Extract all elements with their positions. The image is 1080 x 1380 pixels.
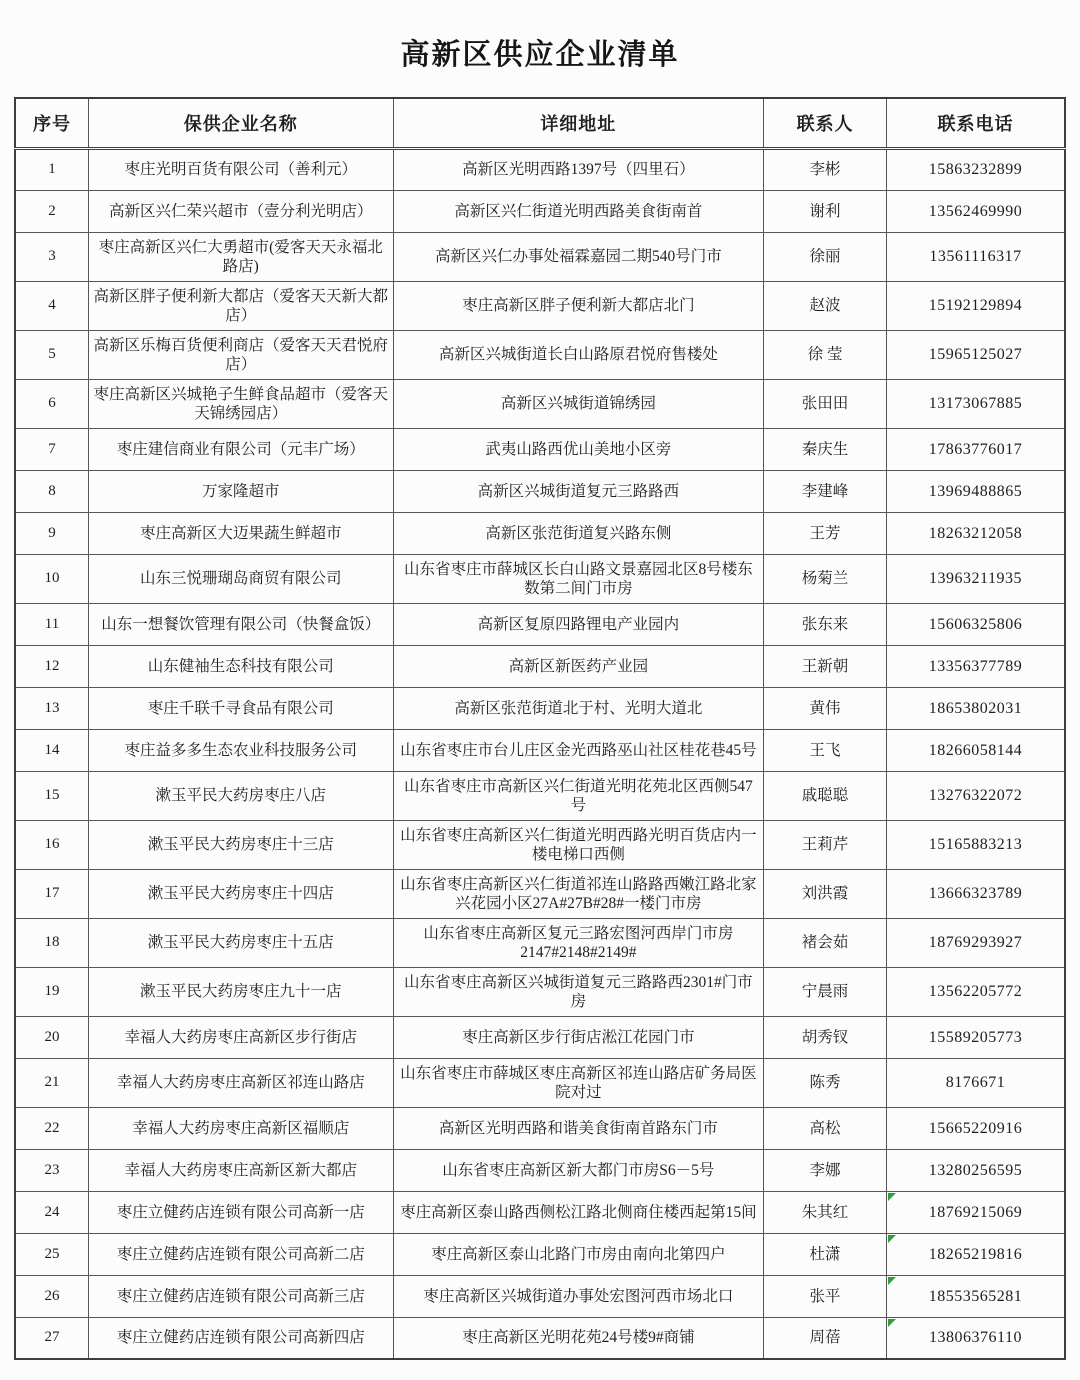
table-row — [15, 379, 1065, 428]
contact-cell: 周蓓 — [764, 1317, 887, 1359]
address-cell: 高新区张范街道北于村、光明大道北 — [393, 687, 764, 729]
phone-cell: 8176671 — [886, 1058, 1065, 1107]
table-header-row — [15, 98, 1065, 148]
address-cell: 高新区兴城街道复元三路路西 — [393, 470, 764, 512]
row-index-cell: 23 — [15, 1149, 89, 1191]
company-name-cell: 幸福人大药房枣庄高新区新大都店 — [89, 1149, 394, 1191]
address-cell: 高新区兴城街道锦绣园 — [393, 379, 764, 428]
phone-cell: 15965125027 — [886, 330, 1065, 379]
row-index-cell: 24 — [15, 1191, 89, 1233]
phone-cell: 13806376110 — [886, 1317, 1065, 1359]
company-name-cell: 枣庄立健药店连锁有限公司高新一店 — [89, 1191, 394, 1233]
row-index-cell: 21 — [15, 1058, 89, 1107]
phone-cell: 18266058144 — [886, 729, 1065, 771]
table-row — [15, 1107, 1065, 1149]
phone-cell: 18263212058 — [886, 512, 1065, 554]
text-format-flag-icon — [888, 1277, 896, 1285]
contact-cell: 杜潇 — [764, 1233, 887, 1275]
address-cell: 高新区光明西路和谐美食街南首路东门市 — [393, 1107, 764, 1149]
table-row — [15, 330, 1065, 379]
address-cell: 山东省枣庄市薛城区枣庄高新区祁连山路店矿务局医院对过 — [393, 1058, 764, 1107]
address-cell: 枣庄高新区胖子便利新大都店北门 — [393, 281, 764, 330]
contact-cell: 徐丽 — [764, 232, 887, 281]
company-name-cell: 高新区乐梅百货便利商店（爱客天天君悦府店） — [89, 330, 394, 379]
table-row — [15, 1317, 1065, 1359]
table-row — [15, 729, 1065, 771]
contact-cell: 褚会茹 — [764, 918, 887, 967]
table-row — [15, 428, 1065, 470]
address-cell: 山东省枣庄高新区新大都门市房S6－5号 — [393, 1149, 764, 1191]
column-header-phone: 联系电话 — [886, 98, 1065, 148]
address-cell: 山东省枣庄市台儿庄区金光西路巫山社区桂花巷45号 — [393, 729, 764, 771]
address-cell: 高新区新医药产业园 — [393, 645, 764, 687]
table-row — [15, 603, 1065, 645]
row-index-cell: 1 — [15, 148, 89, 190]
row-index-cell: 26 — [15, 1275, 89, 1317]
table-row — [15, 771, 1065, 820]
contact-cell: 陈秀 — [764, 1058, 887, 1107]
contact-cell: 宁晨雨 — [764, 967, 887, 1016]
company-name-cell: 幸福人大药房枣庄高新区步行街店 — [89, 1016, 394, 1058]
row-index-cell: 10 — [15, 554, 89, 603]
company-name-cell: 万家隆超市 — [89, 470, 394, 512]
table-row — [15, 232, 1065, 281]
contact-cell: 杨菊兰 — [764, 554, 887, 603]
address-cell: 高新区张范街道复兴路东侧 — [393, 512, 764, 554]
table-header — [15, 98, 1065, 148]
table-row — [15, 1275, 1065, 1317]
address-cell: 枣庄高新区光明花苑24号楼9#商铺 — [393, 1317, 764, 1359]
contact-cell: 李彬 — [764, 148, 887, 190]
row-index-cell: 7 — [15, 428, 89, 470]
table-row — [15, 1016, 1065, 1058]
phone-cell: 17863776017 — [886, 428, 1065, 470]
contact-cell: 刘洪霞 — [764, 869, 887, 918]
company-name-cell: 枣庄高新区兴城艳子生鲜食品超市（爱客天天锦绣园店） — [89, 379, 394, 428]
address-cell: 高新区兴仁街道光明西路美食街南首 — [393, 190, 764, 232]
contact-cell: 李娜 — [764, 1149, 887, 1191]
address-cell: 高新区光明西路1397号（四里石） — [393, 148, 764, 190]
company-name-cell: 幸福人大药房枣庄高新区祁连山路店 — [89, 1058, 394, 1107]
contact-cell: 王飞 — [764, 729, 887, 771]
contact-cell: 朱其红 — [764, 1191, 887, 1233]
table-row — [15, 1191, 1065, 1233]
row-index-cell: 14 — [15, 729, 89, 771]
contact-cell: 胡秀钗 — [764, 1016, 887, 1058]
company-name-cell: 枣庄千联千寻食品有限公司 — [89, 687, 394, 729]
table-row — [15, 190, 1065, 232]
phone-cell: 13561116317 — [886, 232, 1065, 281]
table-row — [15, 554, 1065, 603]
company-name-cell: 枣庄立健药店连锁有限公司高新二店 — [89, 1233, 394, 1275]
row-index-cell: 25 — [15, 1233, 89, 1275]
row-index-cell: 19 — [15, 967, 89, 1016]
row-index-cell: 4 — [15, 281, 89, 330]
table-row — [15, 918, 1065, 967]
table-row — [15, 512, 1065, 554]
row-index-cell: 20 — [15, 1016, 89, 1058]
company-name-cell: 山东健袖生态科技有限公司 — [89, 645, 394, 687]
company-name-cell: 漱玉平民大药房枣庄十四店 — [89, 869, 394, 918]
company-name-cell: 高新区兴仁荣兴超市（壹分利光明店） — [89, 190, 394, 232]
row-index-cell: 27 — [15, 1317, 89, 1359]
contact-cell: 张平 — [764, 1275, 887, 1317]
company-name-cell: 枣庄建信商业有限公司（元丰广场） — [89, 428, 394, 470]
row-index-cell: 15 — [15, 771, 89, 820]
column-header-contact: 联系人 — [764, 98, 887, 148]
row-index-cell: 11 — [15, 603, 89, 645]
address-cell: 高新区兴仁办事处福霖嘉园二期540号门市 — [393, 232, 764, 281]
company-name-cell: 枣庄立健药店连锁有限公司高新三店 — [89, 1275, 394, 1317]
page-title: 高新区供应企业清单 — [400, 39, 680, 71]
address-cell: 山东省枣庄高新区兴仁街道光明西路光明百货店内一楼电梯口西侧 — [393, 820, 764, 869]
supplier-table — [14, 97, 1066, 1360]
contact-cell: 黄伟 — [764, 687, 887, 729]
contact-cell: 赵波 — [764, 281, 887, 330]
phone-cell: 18265219816 — [886, 1233, 1065, 1275]
address-cell: 枣庄高新区步行街店淞江花园门市 — [393, 1016, 764, 1058]
address-cell: 高新区复原四路锂电产业园内 — [393, 603, 764, 645]
phone-cell: 18553565281 — [886, 1275, 1065, 1317]
address-cell: 枣庄高新区泰山路西侧松江路北侧商住楼西起第15间 — [393, 1191, 764, 1233]
contact-cell: 秦庆生 — [764, 428, 887, 470]
phone-cell: 13562469990 — [886, 190, 1065, 232]
contact-cell: 张东来 — [764, 603, 887, 645]
table-row — [15, 869, 1065, 918]
contact-cell: 谢利 — [764, 190, 887, 232]
phone-cell: 13356377789 — [886, 645, 1065, 687]
company-name-cell: 高新区胖子便利新大都店（爱客天天新大都店） — [89, 281, 394, 330]
address-cell: 武夷山路西优山美地小区旁 — [393, 428, 764, 470]
company-name-cell: 枣庄立健药店连锁有限公司高新四店 — [89, 1317, 394, 1359]
address-cell: 山东省枣庄市薛城区长白山路文景嘉园北区8号楼东数第二间门市房 — [393, 554, 764, 603]
company-name-cell: 漱玉平民大药房枣庄十五店 — [89, 918, 394, 967]
table-row — [15, 1058, 1065, 1107]
row-index-cell: 18 — [15, 918, 89, 967]
contact-cell: 李建峰 — [764, 470, 887, 512]
row-index-cell: 9 — [15, 512, 89, 554]
table-row — [15, 281, 1065, 330]
contact-cell: 戚聪聪 — [764, 771, 887, 820]
phone-cell: 18769293927 — [886, 918, 1065, 967]
table-row — [15, 1233, 1065, 1275]
row-index-cell: 6 — [15, 379, 89, 428]
row-index-cell: 5 — [15, 330, 89, 379]
table-row — [15, 967, 1065, 1016]
address-cell: 枣庄高新区泰山北路门市房由南向北第四户 — [393, 1233, 764, 1275]
table-body — [15, 148, 1065, 1359]
row-index-cell: 16 — [15, 820, 89, 869]
column-header-index: 序号 — [15, 98, 89, 148]
company-name-cell: 漱玉平民大药房枣庄八店 — [89, 771, 394, 820]
address-cell: 枣庄高新区兴城街道办事处宏图河西市场北口 — [393, 1275, 764, 1317]
contact-cell: 张田田 — [764, 379, 887, 428]
address-cell: 山东省枣庄高新区兴仁街道祁连山路路西嫩江路北家兴花园小区27A#27B#28#一楼门市房 — [393, 869, 764, 918]
text-format-flag-icon — [888, 1193, 896, 1201]
phone-cell: 15665220916 — [886, 1107, 1065, 1149]
table-row — [15, 148, 1065, 190]
row-index-cell: 13 — [15, 687, 89, 729]
table-row — [15, 687, 1065, 729]
contact-cell: 王芳 — [764, 512, 887, 554]
row-index-cell: 22 — [15, 1107, 89, 1149]
company-name-cell: 枣庄高新区兴仁大勇超市(爱客天天永福北路店) — [89, 232, 394, 281]
phone-cell: 15192129894 — [886, 281, 1065, 330]
company-name-cell: 漱玉平民大药房枣庄九十一店 — [89, 967, 394, 1016]
contact-cell: 王新朝 — [764, 645, 887, 687]
company-name-cell: 枣庄益多多生态农业科技服务公司 — [89, 729, 394, 771]
company-name-cell: 漱玉平民大药房枣庄十三店 — [89, 820, 394, 869]
company-name-cell: 山东一想餐饮管理有限公司（快餐盒饭） — [89, 603, 394, 645]
phone-cell: 13666323789 — [886, 869, 1065, 918]
phone-cell: 18653802031 — [886, 687, 1065, 729]
address-cell: 山东省枣庄高新区复元三路宏图河西岸门市房2147#2148#2149# — [393, 918, 764, 967]
contact-cell: 高松 — [764, 1107, 887, 1149]
contact-cell: 徐 莹 — [764, 330, 887, 379]
phone-cell: 13562205772 — [886, 967, 1065, 1016]
phone-cell: 13280256595 — [886, 1149, 1065, 1191]
company-name-cell: 幸福人大药房枣庄高新区福顺店 — [89, 1107, 394, 1149]
phone-cell: 15863232899 — [886, 148, 1065, 190]
row-index-cell: 12 — [15, 645, 89, 687]
row-index-cell: 17 — [15, 869, 89, 918]
phone-cell: 13276322072 — [886, 771, 1065, 820]
table-row — [15, 820, 1065, 869]
phone-cell: 13963211935 — [886, 554, 1065, 603]
phone-cell: 13969488865 — [886, 470, 1065, 512]
column-header-address: 详细地址 — [393, 98, 764, 148]
phone-cell: 13173067885 — [886, 379, 1065, 428]
row-index-cell: 2 — [15, 190, 89, 232]
company-name-cell: 枣庄光明百货有限公司（善利元） — [89, 148, 394, 190]
address-cell: 山东省枣庄市高新区兴仁街道光明花苑北区西侧547号 — [393, 771, 764, 820]
phone-cell: 15606325806 — [886, 603, 1065, 645]
table-row — [15, 645, 1065, 687]
address-cell: 山东省枣庄高新区兴城街道复元三路路西2301#门市房 — [393, 967, 764, 1016]
table-row — [15, 470, 1065, 512]
company-name-cell: 枣庄高新区大迈果蔬生鲜超市 — [89, 512, 394, 554]
phone-cell: 15165883213 — [886, 820, 1065, 869]
text-format-flag-icon — [888, 1235, 896, 1243]
contact-cell: 王莉芹 — [764, 820, 887, 869]
row-index-cell: 3 — [15, 232, 89, 281]
address-cell: 高新区兴城街道长白山路原君悦府售楼处 — [393, 330, 764, 379]
table-row — [15, 1149, 1065, 1191]
phone-cell: 18769215069 — [886, 1191, 1065, 1233]
text-format-flag-icon — [888, 1319, 896, 1327]
phone-cell: 15589205773 — [886, 1016, 1065, 1058]
row-index-cell: 8 — [15, 470, 89, 512]
company-name-cell: 山东三悦珊瑚岛商贸有限公司 — [89, 554, 394, 603]
column-header-company: 保供企业名称 — [89, 98, 394, 148]
